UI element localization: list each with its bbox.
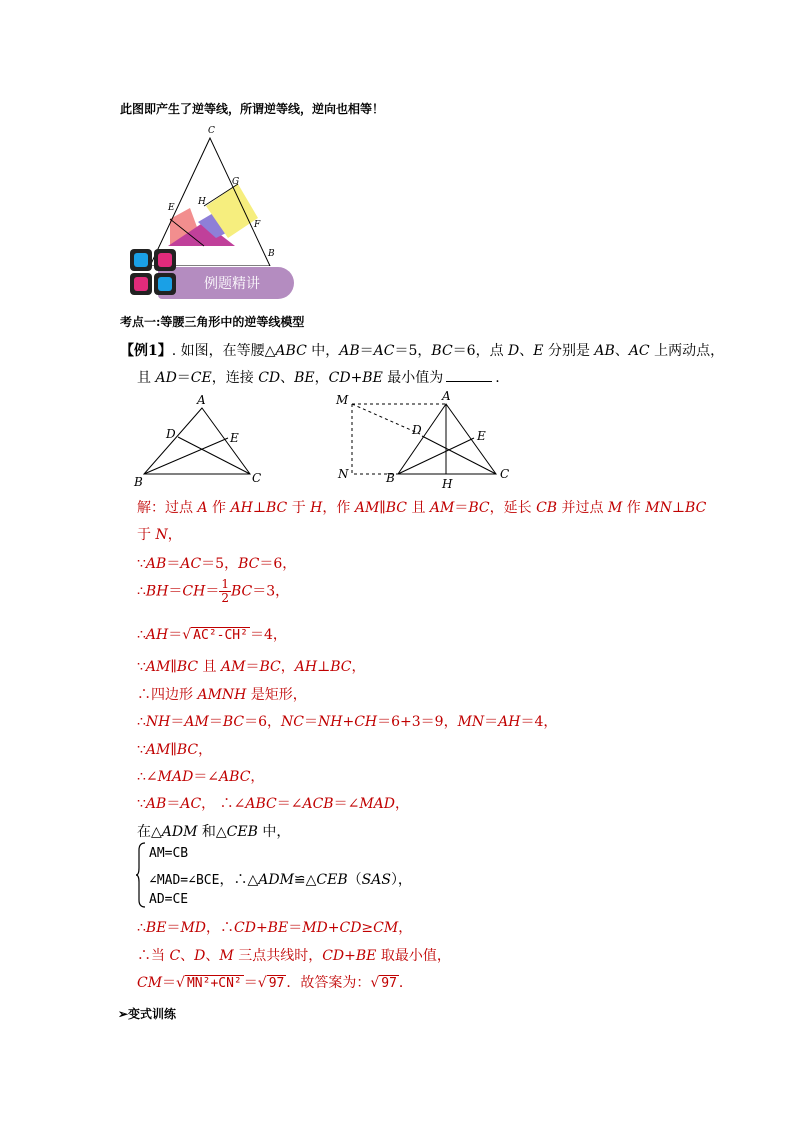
sqrt-sign: √ <box>176 975 185 991</box>
math-token: BE <box>145 920 167 936</box>
text: ＝ <box>243 975 258 991</box>
text-token: 作 <box>622 500 646 516</box>
math-token: CM <box>137 975 163 991</box>
sqrt-body: 97 <box>381 976 397 991</box>
math-token: MAD <box>359 796 395 812</box>
text-token: ）， <box>390 872 412 888</box>
text-token: ， <box>280 659 295 675</box>
figure-right <box>332 388 522 492</box>
math-token: N <box>155 527 168 543</box>
text-token: 、 <box>180 948 195 964</box>
math-token: BC <box>259 659 281 675</box>
text-token: ⊥ <box>317 659 331 675</box>
text: 、 <box>519 343 534 359</box>
text-token: ＝6， <box>259 556 297 572</box>
segment-md <box>352 404 420 434</box>
text-token: ∴四边形 <box>137 687 198 703</box>
text: 中， <box>306 343 340 359</box>
text-token: ＝ <box>288 920 303 936</box>
math-token: AM <box>429 500 455 516</box>
text: ，连接 <box>211 370 259 386</box>
text-token: ≌△ <box>293 872 317 888</box>
text-token: ∵ <box>137 659 146 675</box>
line-part <box>137 975 176 991</box>
text-token: 三点共线时， <box>233 948 323 964</box>
line-part <box>137 627 182 643</box>
math-token: MD <box>302 920 328 936</box>
math-token: D <box>194 948 206 964</box>
math-token: ABC <box>219 769 251 785</box>
example-line-1 <box>120 340 724 360</box>
label-e: E <box>477 429 486 443</box>
sqrt-sign: √ <box>370 975 380 991</box>
solution-line-10 <box>137 766 264 786</box>
solution-line-12 <box>137 821 290 841</box>
text: ＝5， <box>394 343 432 359</box>
text: ＝ <box>359 343 374 359</box>
math: ABC <box>275 343 307 359</box>
text-token: 且 <box>198 659 222 675</box>
math-token: MAD <box>157 769 194 785</box>
text-token: ∥ <box>170 742 177 758</box>
text-token: ，延长 <box>489 500 537 516</box>
text-token: 于 <box>137 527 156 543</box>
line-part <box>137 584 219 600</box>
answer-blank <box>446 369 492 382</box>
text-token: ＝ <box>304 714 318 730</box>
math: BE <box>294 370 315 386</box>
math-token: ADM <box>258 872 294 888</box>
text-token: ＝4， <box>520 714 558 730</box>
text: ＝6，点 <box>452 343 509 359</box>
solution-line-15 <box>137 972 413 992</box>
math-token: BC <box>468 500 490 516</box>
text-token: （ <box>347 872 362 888</box>
label-d: D <box>166 427 176 441</box>
math-token: BC <box>176 659 199 675</box>
text-token: 和△ <box>197 824 227 840</box>
system-line-3: AD=CE <box>149 892 189 907</box>
math-token: M <box>219 948 234 964</box>
math-token: AH <box>294 659 318 675</box>
system-line-2 <box>149 869 412 889</box>
text-token: ＝ <box>166 920 181 936</box>
fraction <box>219 578 231 605</box>
solution-line-4 <box>137 578 289 605</box>
math-token: NH <box>318 714 343 730</box>
text-token: ＝ <box>245 659 260 675</box>
text-token: ≥ <box>361 920 374 936</box>
text-token: ， <box>394 796 409 812</box>
text-token: ＝ <box>168 583 183 600</box>
label-n: N <box>338 467 349 481</box>
sqrt-body: MN²+CN² <box>186 976 242 991</box>
text-token: ， <box>198 742 213 758</box>
math-token: A <box>197 500 208 516</box>
text-token: 解：过点 <box>137 500 198 516</box>
text: 、 <box>614 343 629 359</box>
text-token: ⊥ <box>671 500 686 516</box>
figure-left <box>132 390 272 490</box>
system-line-1: AM=CB <box>149 846 189 861</box>
text-token: ，∴△ <box>219 872 259 888</box>
label-f: F <box>254 220 261 230</box>
line-part <box>219 872 411 888</box>
math-token: BE <box>355 948 377 964</box>
text-token: ⊥ <box>252 500 266 516</box>
text-token: ∵ <box>137 556 146 572</box>
math-token: BC <box>330 659 352 675</box>
label-c: C <box>208 126 215 136</box>
text-token: ∥ <box>379 500 386 516</box>
math-token: AB <box>145 796 167 812</box>
text-token: ＝∠ <box>276 796 303 812</box>
math-token: AH <box>145 627 169 643</box>
label-h: H <box>442 477 453 491</box>
text-token: 取最小值， <box>376 948 451 964</box>
label-c: C <box>500 467 510 481</box>
math-token: CD <box>322 948 345 964</box>
math-token: MD <box>180 920 206 936</box>
text-token: ∴ <box>137 920 146 936</box>
text-token: 在△ <box>137 824 162 840</box>
sqrt-sign: √ <box>257 975 267 991</box>
text-token: ∴当 <box>137 948 170 964</box>
text-token: ＝ <box>484 714 499 730</box>
math-token: AMNH <box>197 687 247 703</box>
math-token: CEB <box>226 824 258 840</box>
label-e: E <box>230 431 239 445</box>
fraction-den: 2 <box>221 591 229 605</box>
math-token: ACB <box>302 796 334 812</box>
text-token: 作 <box>207 500 231 516</box>
solution-line-9 <box>137 739 212 759</box>
math-token: BC <box>230 583 253 600</box>
banner-text: 例题精讲 <box>204 276 260 292</box>
math-token: MN <box>457 714 485 730</box>
math-token: CB <box>536 500 558 516</box>
math: CD+BE <box>328 370 383 386</box>
text-token: ＝ <box>166 796 181 812</box>
math-token: AM <box>145 659 171 675</box>
math-token: AB <box>145 556 167 572</box>
text: ．故答案为： <box>286 975 371 991</box>
text-token: ＝6+3＝9， <box>377 714 458 730</box>
brace <box>135 842 147 908</box>
text: ＝ <box>176 370 191 386</box>
text-token: ＝5， <box>201 556 239 572</box>
top-figure <box>140 126 300 266</box>
text-token: + <box>344 948 356 964</box>
math-token: H <box>310 500 323 516</box>
label-d: D <box>412 423 422 437</box>
text-token: 、 <box>205 948 220 964</box>
math-token: CH <box>182 583 206 600</box>
math-token: AH <box>498 714 521 730</box>
text: 且 <box>137 370 156 386</box>
text-token: ＝ <box>170 714 185 730</box>
sqrt-sign: √ <box>182 627 192 643</box>
text-token: ∵ <box>137 742 146 758</box>
sqrt-body: 97 <box>268 976 285 991</box>
math-token: ADM <box>161 824 198 840</box>
text-token: ， <box>167 527 182 543</box>
math-token: CM <box>373 920 399 936</box>
solution-line-2 <box>137 524 182 544</box>
example-line-2 <box>137 367 500 387</box>
text: . 如图，在等腰△ <box>171 343 276 359</box>
text-token: 是矩形， <box>246 687 307 703</box>
math-token: M <box>608 500 623 516</box>
text-token: + <box>342 714 355 730</box>
text: ＝4， <box>249 627 287 643</box>
label-c: C <box>252 471 262 485</box>
math: AD <box>155 370 177 386</box>
math-token: AC <box>180 556 202 572</box>
math-token: BH <box>145 583 169 600</box>
math-token: BC <box>685 500 707 516</box>
math-token: SAS <box>361 872 391 888</box>
math: AC <box>373 343 395 359</box>
math-token: CH <box>354 714 378 730</box>
text-token: ＝ <box>166 556 181 572</box>
math-token: AM <box>184 714 209 730</box>
text-token: 中， <box>257 824 291 840</box>
text: 最小值为 <box>382 370 444 386</box>
math-token: NC <box>281 714 304 730</box>
solution-line-1 <box>137 497 706 517</box>
math-token: NH <box>145 714 171 730</box>
example-tag: 【例1】 <box>120 343 172 359</box>
math-token: C <box>169 948 181 964</box>
text-token: ＝ <box>168 627 183 643</box>
text-token: ＝ <box>208 714 223 730</box>
math: AB <box>594 343 615 359</box>
solution-line-11 <box>137 793 409 813</box>
squares-icon <box>128 247 178 299</box>
text-token: ＝3， <box>252 583 290 600</box>
text-token: + <box>255 920 268 936</box>
label-b: B <box>386 471 395 485</box>
solution-line-6 <box>137 656 366 676</box>
math-token: AM <box>145 742 171 758</box>
text-token: ＝ <box>454 500 469 516</box>
math-token: BC <box>176 742 199 758</box>
text-token: ，∴ <box>206 920 234 936</box>
text: ， <box>314 370 329 386</box>
math: CE <box>190 370 212 386</box>
text: ． <box>398 975 413 991</box>
math: E <box>533 343 544 359</box>
math-token: AM <box>354 500 380 516</box>
intro-text: 此图即产生了逆等线，所谓逆等线，逆向也相等！ <box>120 102 385 116</box>
label-b: B <box>134 475 143 489</box>
text-token: ， <box>250 769 265 785</box>
sqrt-body: AC²-CH² <box>193 628 248 643</box>
text: 上两动点， <box>649 343 725 359</box>
label-a: A <box>197 393 206 407</box>
text: . <box>495 370 500 386</box>
text-token: ＝6， <box>244 714 282 730</box>
label-b: B <box>268 249 275 259</box>
text: 分别是 <box>543 343 595 359</box>
text-token: ∴ <box>137 583 146 600</box>
math-token: BC <box>385 500 408 516</box>
math-token: AH <box>230 500 253 516</box>
math-token: ABC <box>245 796 277 812</box>
math-token: BC <box>238 556 260 572</box>
math-token: AC <box>180 796 202 812</box>
text-token: ， ∴∠ <box>201 796 246 812</box>
text-token: 于 <box>287 500 311 516</box>
text-token: ∴ <box>137 627 146 643</box>
text-token: 并过点 <box>557 500 608 516</box>
math: D <box>508 343 520 359</box>
solution-line-3 <box>137 553 296 573</box>
text-token: ∴∠ <box>137 769 158 785</box>
math: BC <box>431 343 453 359</box>
text-token: ＝∠ <box>193 769 220 785</box>
math: CD <box>258 370 281 386</box>
label-m: M <box>336 393 349 407</box>
math-token: BE <box>267 920 289 936</box>
math-token: MN <box>645 500 672 516</box>
system-eq: ∠MAD=∠BCE <box>149 873 220 888</box>
text-token: ＝ <box>162 975 177 991</box>
solution-line-13 <box>137 917 412 937</box>
math: AC <box>628 343 650 359</box>
line-part <box>231 584 289 600</box>
label-h: H <box>198 197 206 207</box>
text-token: ， <box>351 659 366 675</box>
label-e: E <box>168 203 175 213</box>
text-token: + <box>327 920 340 936</box>
text: 、 <box>280 370 295 386</box>
solution-line-8 <box>137 711 557 731</box>
label-g: G <box>232 177 240 187</box>
text-token: ，作 <box>322 500 355 516</box>
text-token: ∥ <box>170 659 177 675</box>
math-token: BC <box>265 500 288 516</box>
solution-line-7 <box>137 684 307 704</box>
math-token: CEB <box>316 872 348 888</box>
text-token: ＝∠ <box>333 796 360 812</box>
text-token: ∴ <box>137 714 146 730</box>
math-token: BC <box>222 714 245 730</box>
text-token: ∵ <box>137 796 146 812</box>
fraction-num: 1 <box>221 577 229 591</box>
solution-line-14 <box>137 945 451 965</box>
math-token: CD <box>234 920 256 936</box>
label-a: A <box>442 389 451 403</box>
example-banner <box>128 265 298 301</box>
text-token: ， <box>398 920 413 936</box>
text-token: ＝ <box>205 583 220 600</box>
solution-line-5 <box>137 624 287 644</box>
text-token: 且 <box>407 500 430 516</box>
math-token: AM <box>221 659 246 675</box>
segment-cd <box>178 437 250 474</box>
math-token: CD <box>339 920 362 936</box>
variant-title: ➢变式训练 <box>118 1007 177 1021</box>
math: AB <box>339 343 360 359</box>
section-title: 考点一:等腰三角形中的逆等线模型 <box>120 315 305 329</box>
